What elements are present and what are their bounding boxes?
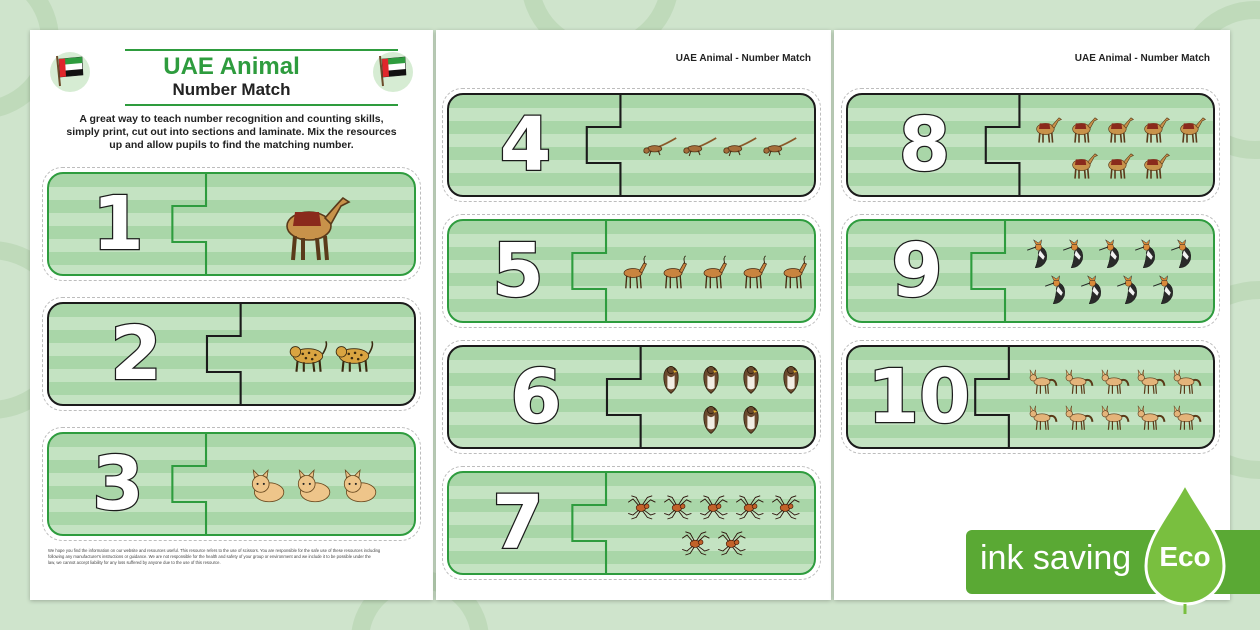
title-divider-top — [125, 49, 398, 51]
spider-icon — [697, 491, 729, 523]
camel-icon — [1139, 149, 1171, 181]
card-number: 3 — [92, 441, 144, 527]
spider-icon — [625, 491, 657, 523]
number-match-card-4 — [447, 93, 816, 197]
lizard-icon — [682, 129, 718, 165]
page-subtitle: Number Match — [172, 80, 291, 99]
page-header: UAE Animal - Number Match — [1074, 53, 1210, 64]
spider-icon — [679, 527, 711, 559]
fox-icon — [1170, 401, 1202, 433]
animal-group — [213, 440, 412, 532]
sand-cat-icon — [292, 465, 334, 507]
number-match-card-5 — [447, 219, 816, 323]
lizard-icon — [762, 129, 798, 165]
camel-icon — [1067, 149, 1099, 181]
number-match-card-1 — [47, 172, 416, 276]
disclaimer-line: We hope you find the information on our website and resources useful. This resource refers to the use of scissors. You are responsible for the safe use of these resources including — [48, 548, 381, 553]
spider-icon — [715, 527, 747, 559]
lizard-icon — [722, 129, 758, 165]
card-number: 7 — [492, 480, 544, 566]
hoopoe-icon — [1096, 239, 1128, 271]
fox-icon — [1134, 365, 1166, 397]
hoopoe-icon — [1024, 239, 1056, 271]
spider-icon — [733, 491, 765, 523]
number-match-card-2 — [47, 302, 416, 406]
sand-cat-icon — [246, 465, 288, 507]
hoopoe-icon — [1168, 239, 1200, 271]
falcon-icon — [653, 361, 689, 397]
camel-icon — [1067, 113, 1099, 145]
gazelle-icon — [695, 255, 731, 291]
page-header: UAE Animal - Number Match — [675, 53, 811, 64]
card-number: 2 — [110, 311, 162, 397]
hoopoe-icon — [1132, 239, 1164, 271]
gazelle-icon — [655, 255, 691, 291]
animal-group — [649, 353, 812, 445]
lizard-icon — [642, 129, 678, 165]
animal-group — [213, 180, 412, 272]
card-number: 5 — [492, 228, 544, 314]
falcon-icon — [773, 361, 809, 397]
gazelle-icon — [735, 255, 771, 291]
fox-icon — [1098, 365, 1130, 397]
title-divider-bottom — [125, 104, 398, 106]
falcon-icon — [693, 401, 729, 437]
intro-text — [54, 113, 409, 152]
intro-line: simply print, cut out into sections and laminate. Mix the resources — [66, 126, 397, 138]
animal-group — [613, 479, 812, 571]
animal-group — [613, 227, 812, 319]
disclaimer-line: following any manufacturer's instructions or guidance. We are not responsible for the health and safety of your group or environment and we include it to be possible under the — [48, 554, 371, 559]
eco-label: Eco — [1159, 541, 1211, 572]
hoopoe-icon — [1150, 275, 1182, 307]
fox-icon — [1134, 401, 1166, 433]
hoopoe-icon — [1060, 239, 1092, 271]
leopard-icon — [333, 335, 375, 377]
number-match-card-7 — [447, 471, 816, 575]
animal-group — [1012, 227, 1211, 319]
fox-icon — [1026, 365, 1058, 397]
camel-icon — [1139, 113, 1171, 145]
sand-cat-icon — [338, 465, 380, 507]
card-number: 10 — [867, 354, 971, 440]
fox-icon — [1170, 365, 1202, 397]
card-number: 4 — [499, 102, 552, 188]
disclaimer-line: law, we cannot accept liability for any loss suffered by anyone due to the use of this resource. — [48, 560, 221, 565]
animal-group — [1027, 101, 1211, 193]
card-number: 1 — [92, 181, 144, 267]
animal-group — [628, 101, 812, 193]
hoopoe-icon — [1078, 275, 1110, 307]
leopard-icon — [287, 335, 329, 377]
camel-icon — [1103, 113, 1135, 145]
fox-icon — [1062, 365, 1094, 397]
page-title: UAE Animal — [163, 53, 300, 80]
card-number: 8 — [898, 102, 951, 188]
falcon-icon — [733, 401, 769, 437]
gazelle-icon — [775, 255, 811, 291]
camel-icon — [1175, 113, 1207, 145]
card-number: 6 — [510, 354, 562, 440]
camel-icon — [273, 186, 353, 266]
hoopoe-icon — [1042, 275, 1074, 307]
camel-icon — [1103, 149, 1135, 181]
intro-line: up and allow pupils to find the matching number. — [109, 139, 354, 151]
disclaimer-text — [48, 548, 415, 566]
hoopoe-icon — [1114, 275, 1146, 307]
camel-icon — [1031, 113, 1063, 145]
ink-saving-text: ink saving — [980, 539, 1132, 577]
fox-icon — [1098, 401, 1130, 433]
animal-group — [249, 310, 412, 402]
number-match-card-8 — [846, 93, 1215, 197]
number-match-card-6 — [447, 345, 816, 449]
card-number: 9 — [891, 228, 943, 314]
animal-group — [1016, 353, 1211, 445]
falcon-icon — [733, 361, 769, 397]
number-match-card-9 — [846, 219, 1215, 323]
number-match-card-3 — [47, 432, 416, 536]
fox-icon — [1062, 401, 1094, 433]
spider-icon — [661, 491, 693, 523]
intro-line: A great way to teach number recognition and counting skills, — [79, 113, 384, 125]
spider-icon — [769, 491, 801, 523]
number-match-card-10 — [846, 345, 1215, 449]
gazelle-icon — [615, 255, 651, 291]
fox-icon — [1026, 401, 1058, 433]
falcon-icon — [693, 361, 729, 397]
